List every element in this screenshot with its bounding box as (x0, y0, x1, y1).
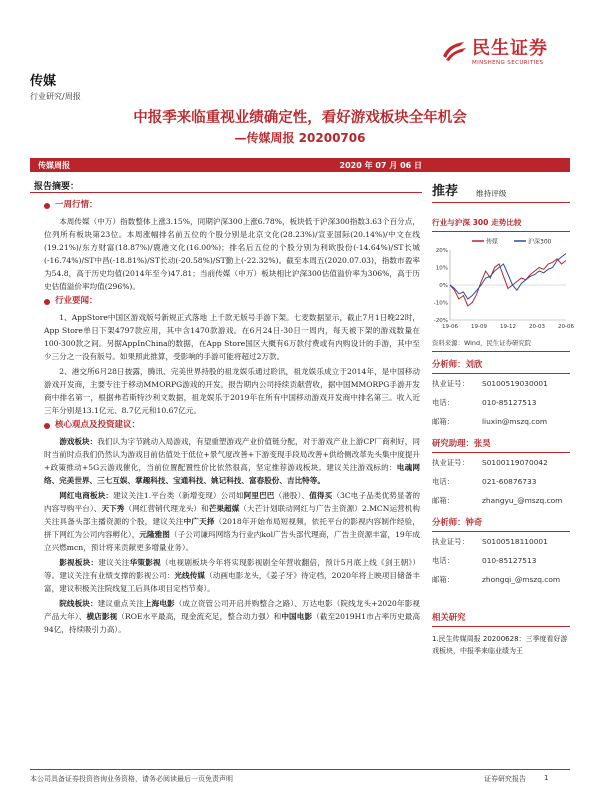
footer-disclaimer: 本公司具备证券投资咨询业务资格，请务必阅读最后一页免责声明 (30, 775, 233, 783)
analyst-info-row (432, 532, 570, 551)
banner-bar (30, 158, 570, 172)
info-value: S0100519030001 (482, 379, 548, 388)
y-tick-label: -10% (433, 300, 448, 307)
bullet-icon (44, 203, 50, 209)
analyst-info-row (432, 551, 570, 570)
rating-label: 推荐 (432, 184, 459, 199)
section-core-views: 核心观点及投资建议： (44, 419, 420, 432)
analyst-1-info (432, 374, 570, 431)
x-tick-label: 20-03 (529, 324, 545, 330)
industry-title: 传媒 (30, 74, 57, 89)
y-tick-label: 0% (439, 283, 448, 289)
summary-divider (30, 192, 422, 193)
ecommerce-paragraph: 网红电商板块：建议关注1.平台类（新增变现）公司如阿里巴巴（港股）、值得买（3C电子品类优势显著的内容导购平台）、天下秀（网红营销代理龙头）和芒果超媒（大芒计划联动网红与广告主资源）2.MCN运营机构关注具备头部主播资源的个股，建议关注中广天择（2018年开始布局短视频，依托平台的影视内容制作经验，拼下网红为公司内容孵化），元隆雅图（子公司谦玛网络为行业内kol广告头部代理商，广告主资源丰富，19年成立兴燃mcn，预计将来贡献更多增量业务）。 (44, 491, 421, 552)
footer-brand: 证券研究报告 (484, 775, 526, 783)
banner-left: 传媒周报 (38, 160, 70, 170)
banner-date: 2020 年 07 月 06 日 (339, 160, 422, 170)
chart-title: 行业与沪深 300 走势比较 (432, 217, 570, 232)
info-value: 021-60876733 (482, 477, 537, 486)
related-research-item[interactable]: 1.民生传媒周报 20200628：三季度看好游戏板块，中报季来临业绩为王 (432, 635, 568, 655)
bullet-icon (44, 423, 50, 429)
info-label: 邮箱： (432, 417, 455, 426)
legend-label: 沪深300 (528, 238, 552, 246)
info-label: 执业证号： (432, 537, 469, 546)
news-paragraph-2: 2、港交所6月28日披露，腾讯、完美世界持股的祖龙娱乐通过聆讯，祖龙娱乐成立于2014年，是中国移动游戏开发商，主要专注于移动MMORPG游戏的开发。报告期内公司持续贡献营收，据中国MMORPG手游开发商中排名第一，根据弗若斯特沙利文数据，祖龙娱乐于2019年在所有中国移动游戏开发商中排名第三。收入近三年分别是13.1亿元、8.7亿元和10.67亿元。 (44, 367, 420, 415)
brand-name-en: MINSHENG SECURITIES (472, 60, 544, 66)
info-label: 执业证号： (432, 379, 469, 388)
chart-x-axis (442, 320, 574, 330)
weekly-market-paragraph: 本周传媒（中万）指数整体上涨3.15%，同期沪深300上涨6.78%，板块低于沪深300指数3.63个百分点，位列所有板块第23位。本周涨幅排名前五位的个股分别是北京文化(28.23%)/宣亚国际(20.14%)/中文在线(19.21%)/东方财富(18.87%)/鹿港文化(16.00%)；排名后五位的个股分别为利欧股份(-14.64%)/ST长城(-16.74%)/ST中昌(-18.81%)/ST长动(-20.58%)/ST勤上(-22.32%)。截至本周五(2020.07.03)，指数市盈率为54.8，高于历史均值(2014年至今)47.81；当前传媒（中万）板块相比沪深300估值溢价率为306%，高于历史估值溢价率均值(296%)。 (44, 217, 420, 291)
y-tick-label: -20% (433, 318, 448, 324)
bullet-icon (44, 299, 50, 305)
related-research-head: 相关研究 (432, 611, 570, 627)
info-label: 电话： (432, 477, 455, 486)
analyst-info-row (432, 374, 570, 393)
rating-block (432, 180, 570, 203)
info-label: 电话： (432, 556, 455, 565)
analyst-2-info (432, 453, 570, 510)
chart-series (450, 254, 566, 307)
brand-logo (440, 34, 548, 66)
film-sector-paragraph: 影视板块：建议关注华策影视（电视剧板块今年将实现影视剧全年营收翻倍，预计5月底上线《剑王朝》）等。建议关注有业绩支撑的影视公司：光线传媒（动画电影龙头，《姜子牙》待定档，2020年将上映项目储备丰富，建议积极关注院线复工后具体项目定档节奏）。 (44, 558, 421, 593)
cinema-sector-paragraph: 院线板块：建议重点关注上海电影（成立资管公司开启并购整合之路）、万达电影（院线龙头+2020年影视产品大年）、横店影视（ROE水平最高，现金流充足，整合动力强）和中国电影（截至2019H1市占率历史最高94亿，持续吸引力高）。 (44, 599, 421, 634)
x-tick-label: 19-06 (442, 324, 458, 330)
rating-value: 维持评级 (476, 189, 507, 198)
x-tick-label: 19-09 (471, 324, 487, 330)
info-value[interactable]: liuxin@mszq.com (482, 417, 548, 426)
footer-divider (30, 769, 570, 770)
analyst-info-row (432, 472, 570, 491)
report-category: 行业研究/周报 (30, 92, 81, 101)
analyst-info-row (432, 393, 570, 412)
analyst-info-row (432, 491, 570, 510)
info-value[interactable]: zhangyu_@mszq.com (482, 496, 563, 505)
x-tick-label: 19-12 (500, 324, 516, 330)
info-value[interactable]: zhongqi_@mszq.com (482, 575, 561, 584)
brand-name-cn: 民生证券 (472, 38, 548, 59)
series-line-hs300 (450, 254, 566, 300)
analyst-3-info (432, 532, 570, 589)
y-tick-label: 10% (435, 265, 448, 272)
brand-logo-icon (440, 36, 468, 64)
analyst-1-head: 分析师：刘欣 (432, 358, 570, 374)
chart-source: 资料来源：Wind，民生证券研究院 (432, 338, 570, 352)
info-label: 邮箱： (432, 496, 455, 505)
info-value: 010-85127513 (482, 556, 537, 565)
report-subtitle: —传媒周报 20200706 (234, 131, 366, 145)
section-weekly-market: 一周行情： (44, 199, 420, 212)
analyst-info-row (432, 453, 570, 472)
legend-label: 传媒 (486, 238, 499, 246)
info-label: 电话： (432, 398, 455, 407)
trend-chart (432, 236, 574, 336)
analyst-3-head: 分析师：钟奇 (432, 516, 570, 532)
x-tick-label: 20-06 (558, 324, 574, 330)
analyst-info-row (432, 570, 570, 589)
info-label: 执业证号： (432, 458, 469, 467)
section-industry-news: 行业要闻： (44, 295, 420, 308)
report-title: 中报季来临重视业绩确定性，看好游戏板块全年机会 (133, 110, 467, 126)
y-tick-label: 20% (435, 248, 448, 254)
summary-label: 报告摘要： (34, 182, 80, 192)
chart-legend (472, 238, 552, 246)
sidebar (432, 180, 574, 657)
news-paragraph-1: 1、AppStore中国区游戏版号新规正式落地 上千款无版号手游下架。七麦数据显示，截止7月1日晚22时，App Store单日下架4797款应用，其中含1470款游戏。在6月24日-30日一周内，每天被下架的游戏数量在100-300款之间。另据AppInChina的数据，在App Store国区大概有6万款付费或有内购设计的手游，其中至少三分之一没有版号。如果照此推算，受影响的手游可能将超过2万款。 (44, 313, 420, 361)
main-body (44, 197, 420, 759)
analyst-info-row (432, 412, 570, 431)
info-label: 邮箱： (432, 575, 455, 584)
page-number: 1 (544, 774, 549, 782)
info-value: S0100119070042 (482, 458, 548, 467)
chart-y-axis (434, 248, 566, 324)
info-value: 010-85127513 (482, 398, 537, 407)
analyst-2-head: 研究助理：张昊 (432, 437, 570, 453)
game-sector-paragraph: 游戏板块：我们认为字节跳动入局游戏，有望重塑游戏产业价值链分配，对于游戏产业上游CP厂商利好，同时当前时点我们仍然认为游戏目前估值处于低位+景气度改善+下游变现手段局改善+供给侧改革先头集中度提升+政策推动+5G云游戏催化，当前位置配置性价比依然很高，坚定推荐游戏板块。建议关注游戏标的：电魂网络、完美世界、三七互娱、掌趣科技、宝通科技、姚记科技、富春股份、吉比特等。 (44, 437, 420, 485)
info-value: S0100518110001 (482, 537, 548, 546)
